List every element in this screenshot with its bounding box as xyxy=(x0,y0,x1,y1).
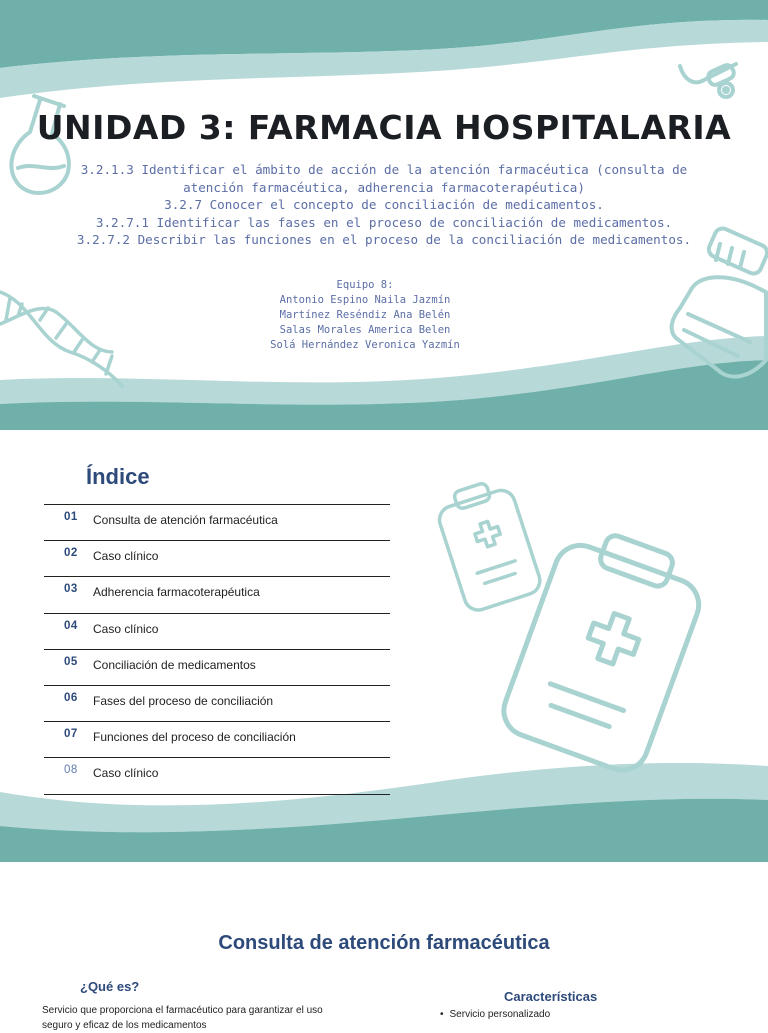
team-label: Equipo 8: xyxy=(336,279,394,291)
toc-number: 05 xyxy=(64,655,78,668)
section-title: Consulta de atención farmacéutica xyxy=(218,932,550,954)
table-of-contents xyxy=(44,504,390,795)
toc-row[interactable] xyxy=(44,577,390,613)
toc-label: Caso clínico xyxy=(93,549,159,564)
objective-line: 3.2.1.3 Identificar el ámbito de acción de la atención farmacéutica (consulta de xyxy=(80,162,688,177)
toc-row[interactable] xyxy=(44,722,390,758)
team-member: Antonio Espino Naila Jazmín xyxy=(279,294,451,306)
toc-number: 01 xyxy=(64,511,78,523)
toc-label: Adherencia farmacoterapéutica xyxy=(93,585,260,600)
objective-line: 3.2.7.2 Describir las funciones en el proceso de la conciliación de medicamentos. xyxy=(76,232,692,247)
toc-row[interactable] xyxy=(44,614,390,650)
toc-row[interactable] xyxy=(44,758,390,794)
caracteristicas-list xyxy=(440,1009,550,1020)
objective-line: 3.2.7 Conocer el concepto de conciliación de medicamentos. xyxy=(164,197,604,212)
toc-number: 04 xyxy=(64,619,78,632)
content-slide xyxy=(0,862,768,1031)
team-member: Salas Morales America Belen xyxy=(279,324,451,336)
objective-line: 3.2.7.1 Identificar las fases en el proceso de conciliación de medicamentos. xyxy=(95,214,673,230)
toc-label: Conciliación de medicamentos xyxy=(93,657,256,672)
list-item: • Servicio personalizado xyxy=(440,1009,550,1020)
caracteristicas-heading: Características xyxy=(504,989,598,1004)
objectives-list xyxy=(40,161,728,249)
index-slide xyxy=(0,430,768,862)
que-es-heading: ¿Qué es? xyxy=(80,979,140,994)
toc-label: Caso clínico xyxy=(93,621,159,636)
toc-number: 08 xyxy=(64,764,78,777)
index-title: Índice xyxy=(86,464,150,489)
toc-label: Funciones del proceso de conciliación xyxy=(93,730,296,745)
stethoscope-icon xyxy=(670,40,768,104)
team-member: Solá Hernández Veronica Yazmín xyxy=(270,339,460,351)
team-block xyxy=(0,278,730,353)
toc-row[interactable] xyxy=(44,686,390,722)
toc-label: Consulta de atención farmacéutica xyxy=(93,513,278,527)
toc-number: 02 xyxy=(64,547,78,560)
toc-row[interactable] xyxy=(44,541,390,577)
team-member: Martínez Reséndiz Ana Belén xyxy=(279,309,451,321)
toc-label: Caso clínico xyxy=(93,766,159,781)
definition-text: Servicio que proporciona el farmacéutico para garantizar el uso seguro y eficaz de los medicamentos xyxy=(42,1005,323,1031)
toc-number: 07 xyxy=(64,728,78,741)
clipboard-large-icon xyxy=(488,528,718,778)
toc-number: 06 xyxy=(64,691,78,704)
toc-number: 03 xyxy=(64,583,78,596)
toc-row[interactable] xyxy=(44,505,390,541)
toc-label: Fases del proceso de conciliación xyxy=(93,693,274,708)
objective-line: atención farmacéutica, adherencia farmacoterapéutica) xyxy=(183,179,585,195)
slide-title: UNIDAD 3: FARMACIA HOSPITALARIA xyxy=(36,108,732,147)
title-slide xyxy=(0,0,768,430)
toc-row[interactable] xyxy=(44,650,390,686)
